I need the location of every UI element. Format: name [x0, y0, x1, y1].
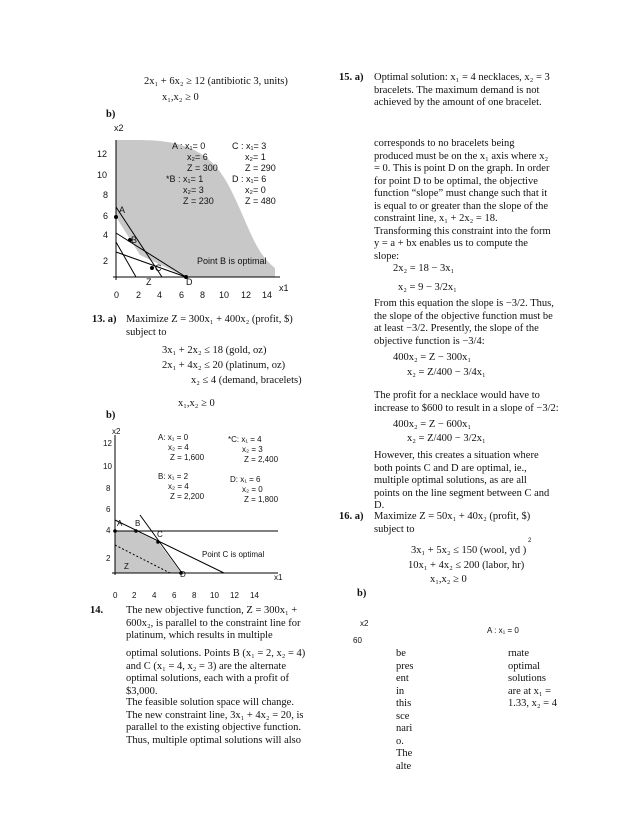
fragment-line: 1.33, x₂ = 4 [508, 698, 557, 709]
q15-paragraph-2: corresponds to no bracelets being produced must be on the x₁ axis where x₂ = 0. This is point D on the graph. In order for point D to be optimal, the objective function “slope” must change such that it is equal to or greater than the slope of the constraint line, x₁ + 2x₂ = 18. Transforming this constraint into the form y = a + bx enables us to compute the slope: [374, 138, 551, 262]
graph1-x-tick: 2 [136, 290, 142, 300]
graph2-point-c-z: Z = 2,400 [244, 455, 279, 464]
graph2-corner-c: C [157, 530, 163, 539]
graph1-x-tick: 10 [219, 290, 230, 300]
q14-paragraph-2: optimal solutions. Points B (x₁ = 2, x₂ = 4) and C (x₁ = 4, x₂ = 3) are the alternate optimal solutions, each with a profit of $3,000. [126, 648, 306, 697]
q15-number: 15. a) [339, 72, 364, 83]
q16-objective: Maximize Z = 50x₁ + 40x₂ (profit, $) [374, 511, 531, 522]
q13-constraint-platinum: 2x₁ + 4x₂ ≤ 20 (platinum, oz) [162, 360, 286, 371]
q14-paragraph-1: The new objective function, Z = 300x₁ + 600x₂, is parallel to the constraint line for platinum, which results in multiple [126, 605, 301, 641]
q16-graph-tick-60: 60 [353, 636, 362, 645]
fragment-line: alte [396, 760, 412, 772]
graph2-y-tick: 12 [103, 439, 112, 448]
fragment-line: o. [396, 735, 404, 747]
graph2-point-a [113, 529, 117, 533]
q13-constraint-gold: 3x₁ + 2x₂ ≤ 18 (gold, oz) [162, 345, 267, 356]
fragment-line: be [396, 648, 406, 659]
graph1-point-d-x2: x₂= 0 [245, 185, 266, 195]
q15-equation-3: 400x₂ = Z − 300x₁ [393, 352, 472, 363]
graph2-point-b-x2: x₂ = 4 [168, 482, 189, 491]
q15-equation-4: x₂ = Z/400 − 3/4x₁ [407, 367, 486, 378]
fragment-line: this [396, 698, 412, 709]
graph1-x-tick: 6 [179, 290, 185, 300]
graph1-point-d-z: Z = 480 [245, 196, 276, 206]
graph1-corner-d: D [186, 277, 193, 287]
graph2-corner-a: A [117, 519, 123, 528]
graph1-corner-c: C [155, 263, 162, 273]
graph2-point-d-z: Z = 1,800 [244, 495, 279, 504]
graph2-x-tick: 12 [230, 591, 239, 600]
fragment-line: optimal [508, 660, 541, 672]
graph2-point-c-x2: x₂ = 3 [242, 445, 263, 454]
q16-graph-y-label: x2 [360, 619, 369, 628]
graph1-corner-z: Z [146, 277, 152, 287]
graph2-point-d-x2: x₂ = 0 [242, 485, 263, 494]
graph1-x-tick: 14 [262, 290, 273, 300]
q14-number: 14. [90, 605, 104, 616]
fragment-line: ent [396, 673, 409, 684]
graph2-x-tick: 14 [250, 591, 259, 600]
fragment-line: nari [396, 723, 413, 734]
q13-nonnegativity: x₁,x₂ ≥ 0 [178, 398, 215, 409]
graph2-point-c [156, 540, 160, 544]
q15-equation-6: x₂ = Z/400 − 3/2x₁ [407, 433, 486, 444]
graph2-x-axis-label: x1 [274, 573, 283, 582]
fragment-line: are at x₁ = [508, 685, 552, 697]
q15-paragraph-5: However, this creates a situation where both points C and D are optimal, ie., multiple optimal solutions, as are all points on the line segment between C and D. [374, 450, 550, 511]
graph2-x-tick: 2 [132, 591, 137, 600]
graph1-corner-a: A [119, 205, 126, 215]
graph1-y-tick: 2 [103, 256, 109, 266]
graph1-point-c [150, 266, 154, 270]
q16-graph-point-a: A : x₁ = 0 [487, 626, 519, 635]
graph2-x-tick: 0 [113, 591, 118, 600]
fragment-line: The [396, 748, 413, 759]
q16-number: 16. a) [339, 511, 364, 522]
q15-paragraph-3: From this equation the slope is −3/2. Thus, the slope of the objective function must be at least −3/2. Presently, the slope of the objective function is −3/4: [374, 298, 554, 347]
graph1-optimal-note: Point B is optimal [197, 256, 267, 266]
q15-paragraph-1: Optimal solution: x₁ = 4 necklaces, x₂ = 3 bracelets. The maximum demand is not achieved by the amount of one bracelet. [374, 72, 550, 108]
graph1-point-c-z: Z = 290 [245, 163, 276, 173]
graph1-x-axis-label: x1 [279, 283, 289, 293]
q16-constraint-labor: 10x₁ + 4x₂ ≤ 200 (labor, hr) [408, 560, 525, 571]
graph2-corner-d: D [180, 570, 186, 579]
graph1-point-b-x2: x₂= 3 [183, 185, 204, 195]
q13-part-b-label: b) [106, 410, 116, 421]
fragment-line: sce [396, 710, 410, 722]
graph1-point-a-x2: x₂= 6 [187, 152, 208, 162]
graph2-point-a-label: A: x₁ = 0 [158, 433, 189, 442]
graph1-point-a [114, 215, 118, 219]
q16-part-b-label: b) [357, 588, 367, 599]
graph2-point-b-label: B: x₁ = 2 [158, 472, 189, 481]
q15-equation-1: 2x₂ = 18 − 3x₁ [393, 263, 455, 274]
graph2-y-axis-label: x2 [112, 427, 121, 436]
graph1-y-axis-label: x2 [114, 123, 124, 133]
graph1-y-tick: 12 [97, 149, 108, 159]
q16-nonnegativity: x₁,x₂ ≥ 0 [430, 574, 467, 585]
graph2-y-tick: 10 [103, 462, 112, 471]
fragment-line: in [396, 685, 405, 697]
q16-superscript: 2 [528, 538, 532, 544]
q13-subject-to: subject to [126, 327, 167, 338]
q13-constraint-demand: x₂ ≤ 4 (demand, bracelets) [191, 375, 302, 386]
graph1-y-tick: 6 [103, 211, 109, 221]
graph1-x-tick: 12 [241, 290, 252, 300]
constraint-antibiotic-3: 2x₁ + 6x₂ ≥ 12 (antibiotic 3, units) [144, 76, 288, 87]
graph2-x-tick: 10 [210, 591, 219, 600]
graph1-point-d-label: D : x₁= 6 [232, 174, 267, 184]
q15-equation-5: 400x₂ = Z − 600x₁ [393, 419, 472, 430]
fragment-column-1 [396, 648, 436, 773]
graph2-point-b-z: Z = 2,200 [170, 492, 205, 501]
graph1-point-c-x2: x₂= 1 [245, 152, 266, 162]
graph2-point-a-x2: x₂ = 4 [168, 443, 189, 452]
graph2-x-tick: 8 [192, 591, 197, 600]
graph1-point-a-z: Z = 300 [187, 163, 218, 173]
fragment-line: solutions [508, 673, 546, 684]
graph-2 [100, 425, 300, 590]
graph2-corner-b: B [135, 519, 141, 528]
graph2-x-tick: 4 [152, 591, 157, 600]
q13-objective: Maximize Z = 300x₁ + 400x₂ (profit, $) [126, 314, 293, 325]
nonnegativity-constraint: x₁,x₂ ≥ 0 [162, 92, 199, 103]
graph2-point-a-z: Z = 1,600 [170, 453, 205, 462]
q16-subject-to: subject to [374, 524, 415, 535]
q16-constraint-wool: 3x₁ + 5x₂ ≤ 150 (wool, yd ) [411, 545, 527, 556]
graph1-point-b-z: Z = 230 [183, 196, 214, 206]
graph2-corner-z: Z [124, 562, 129, 571]
q13-number: 13. a) [92, 314, 117, 325]
graph1-point-a-label: A : x₁= 0 [172, 141, 206, 151]
graph2-y-tick: 6 [106, 505, 111, 514]
fragment-line: pres [396, 660, 414, 672]
graph1-y-tick: 8 [103, 190, 109, 200]
graph1-objective-line [116, 242, 136, 277]
graph2-point-d-label: D: x₁ = 6 [230, 475, 261, 484]
graph2-y-tick: 2 [106, 554, 111, 563]
part-b-label: b) [106, 109, 116, 120]
fragment-column-2 [508, 648, 557, 711]
fragment-line: rnate [508, 648, 529, 659]
graph1-corner-b: B [131, 235, 138, 245]
graph1-point-b-label: *B : x₁= 1 [166, 174, 204, 184]
graph2-y-tick: 4 [106, 526, 111, 535]
graph1-y-tick: 10 [97, 170, 108, 180]
graph1-y-tick: 4 [103, 230, 109, 240]
graph2-optimal-note: Point C is optimal [202, 550, 265, 559]
graph1-x-tick: 4 [157, 290, 163, 300]
graph1-point-c-label: C : x₁= 3 [232, 141, 267, 151]
q15-equation-2: x₂ = 9 − 3/2x₁ [398, 282, 457, 293]
graph2-x-tick: 6 [172, 591, 177, 600]
graph2-point-c-label: *C: x₁ = 4 [228, 435, 262, 444]
graph1-x-tick: 8 [200, 290, 206, 300]
graph1-x-tick: 0 [114, 290, 120, 300]
q15-paragraph-4: The profit for a necklace would have to increase to $600 to result in a slope of −3/2: [374, 390, 559, 414]
graph2-point-b [134, 529, 138, 533]
graph2-y-tick: 8 [106, 484, 111, 493]
q14-paragraph-3: The feasible solution space will change. The new constraint line, 3x₁ + 4x₂ = 20, is parallel to the existing objective function. Thus, multiple optimal solutions will also [126, 697, 304, 746]
